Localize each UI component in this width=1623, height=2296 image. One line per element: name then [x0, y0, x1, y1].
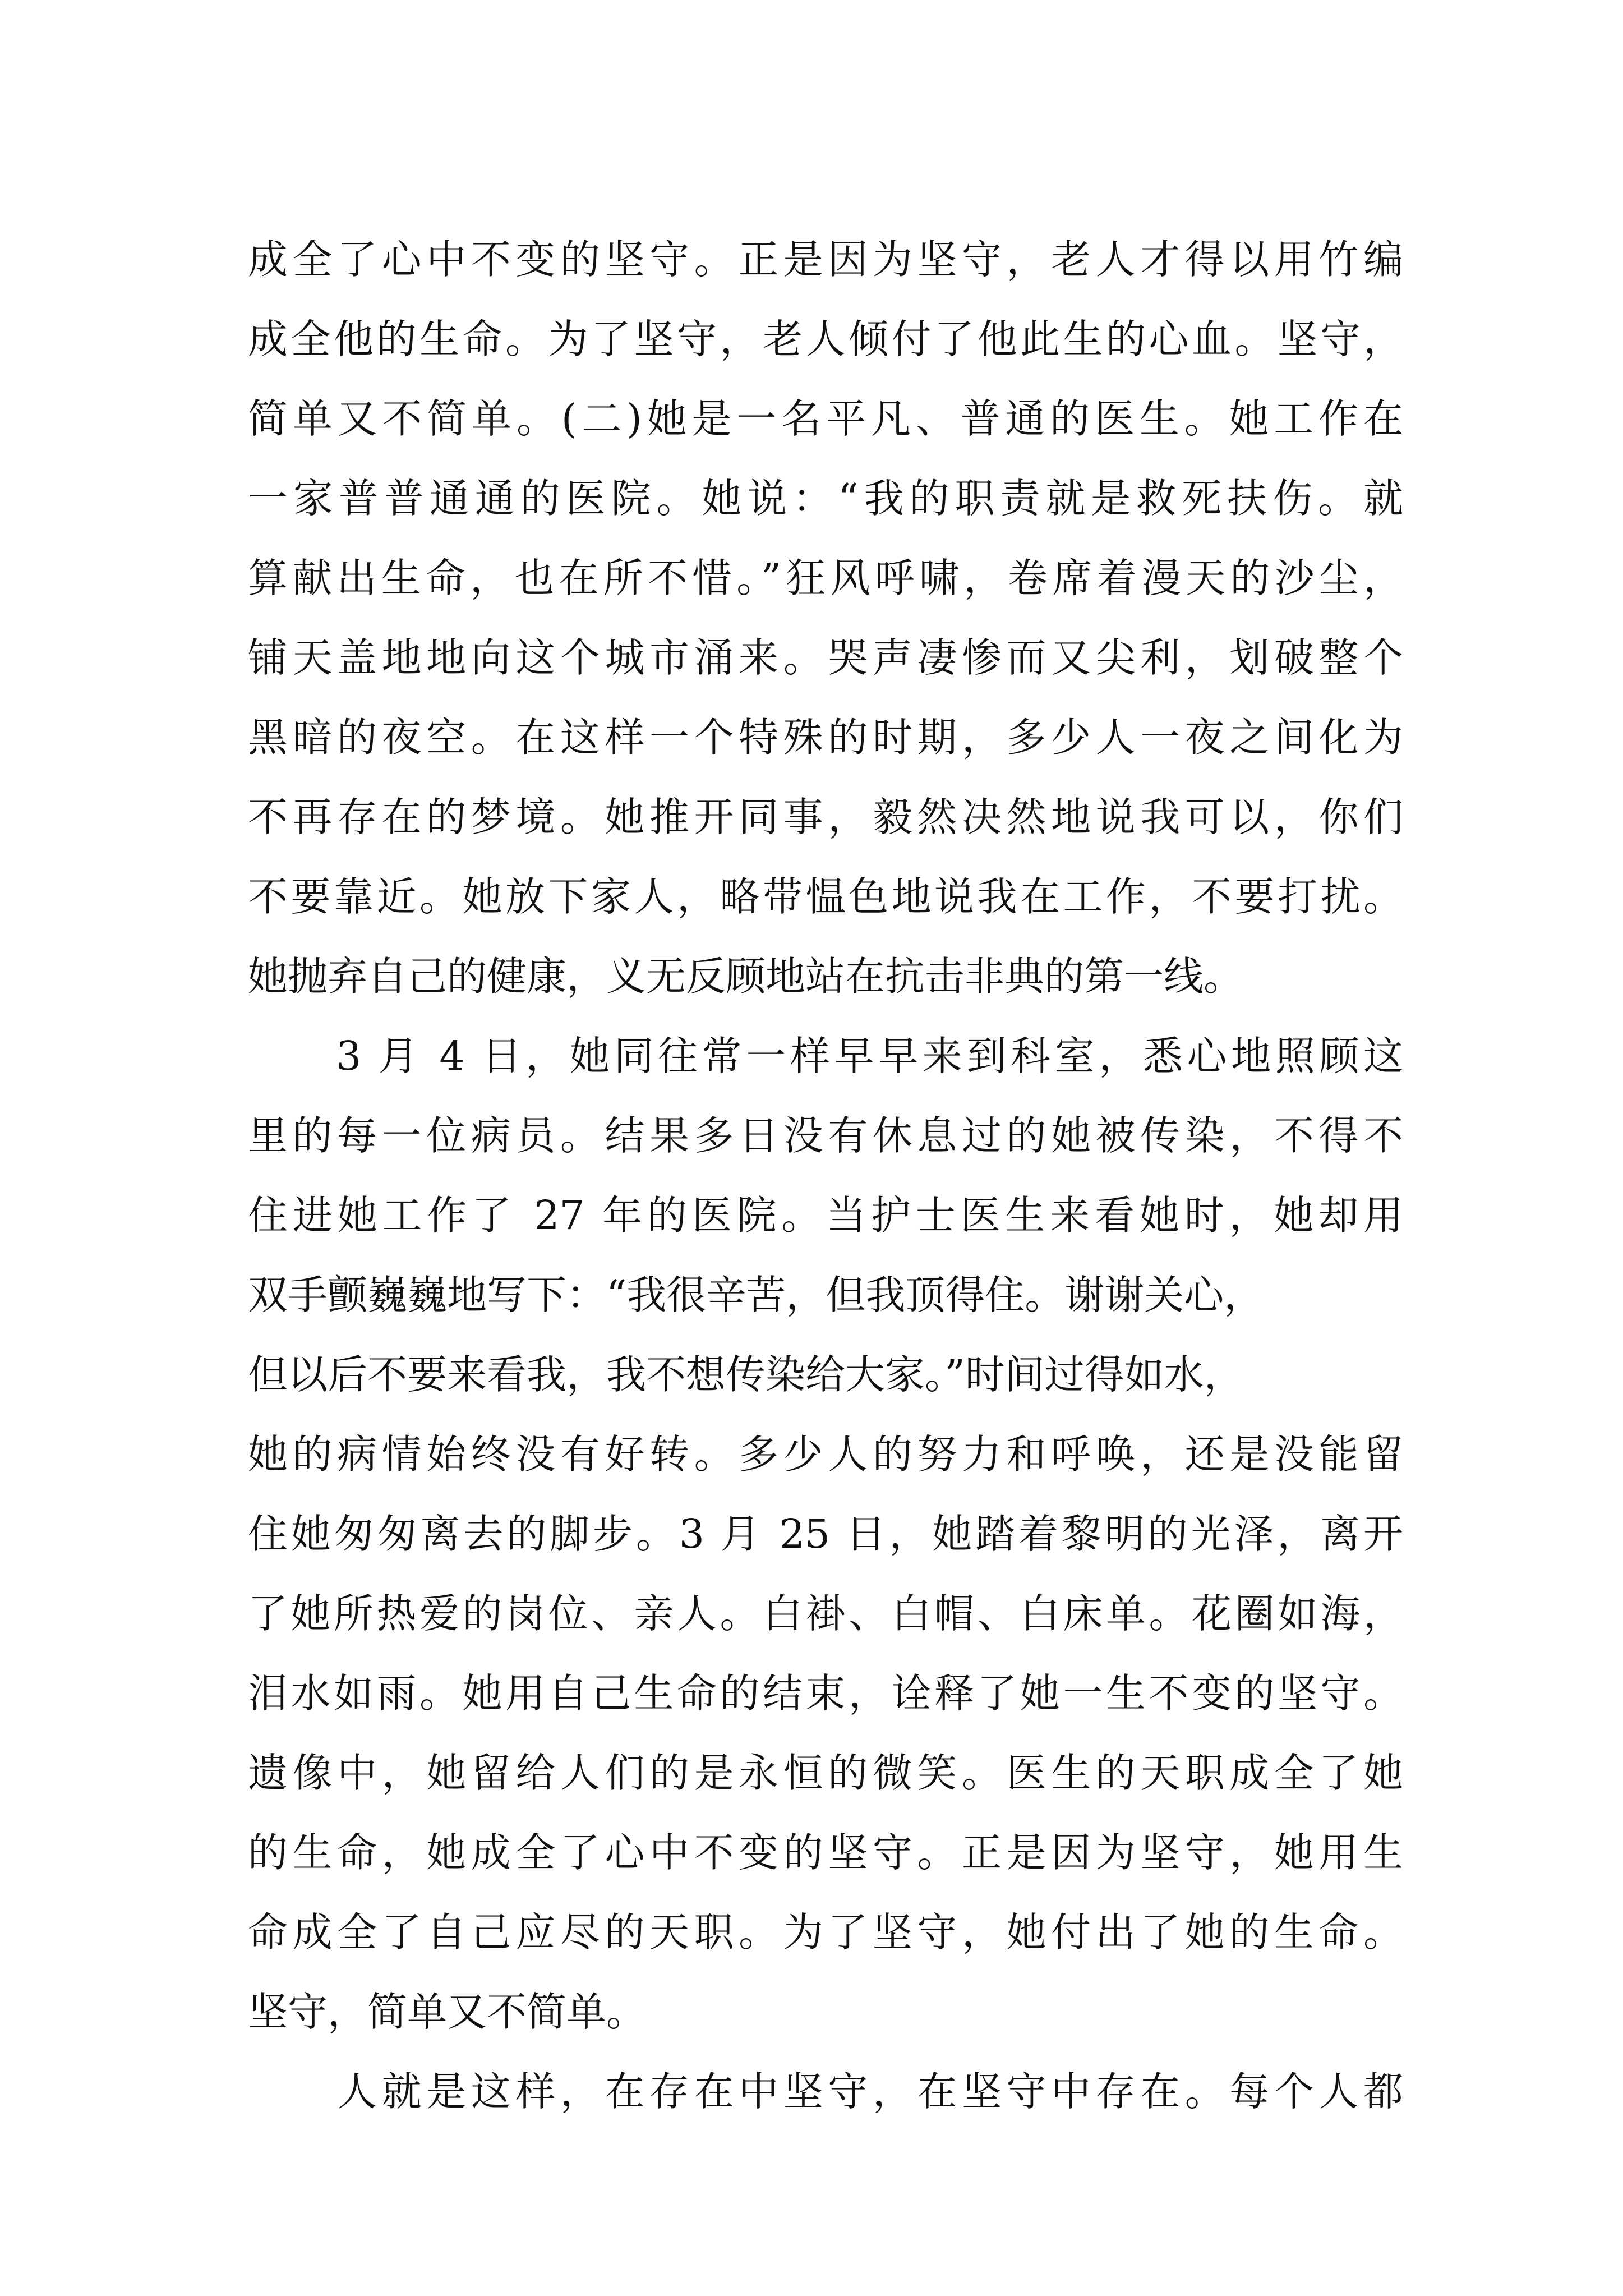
text-line-11: 3 月 4 日，她同往常一样早早来到科室，悉心地照顾这 — [248, 1033, 1403, 1079]
text-line-15: 但以后不要来看我，我不想传染给大家。”时间过得如水， — [248, 1351, 1244, 1398]
text-line-10: 她抛弃自己的健康，义无反顾地站在抗击非典的第一线。 — [248, 953, 1244, 1000]
text-line-5: 算献出生命，也在所不惜。”狂风呼啸，卷席着漫天的沙尘， — [248, 555, 1403, 601]
text-line-18: 了她所热爱的岗位、亲人。白褂、白帽、白床单。花圈如海， — [248, 1590, 1403, 1637]
text-line-20: 遗像中，她留给人们的是永恒的微笑。医生的天职成全了她 — [248, 1750, 1403, 1796]
text-line-16: 她的病情始终没有好转。多少人的努力和呼唤，还是没能留 — [248, 1431, 1403, 1478]
text-line-19: 泪水如雨。她用自己生命的结束，诠释了她一生不变的坚守。 — [248, 1670, 1403, 1717]
text-line-1: 成全了心中不变的坚守。正是因为坚守，老人才得以用竹编 — [248, 236, 1403, 283]
text-line-2: 成全他的生命。为了坚守，老人倾付了他此生的心血。坚守， — [248, 316, 1403, 362]
text-line-24: 人就是这样，在存在中坚守，在坚守中存在。每个人都 — [248, 2068, 1403, 2115]
text-line-23: 坚守，简单又不简单。 — [248, 1989, 647, 2035]
body-text — [248, 220, 1403, 2132]
text-line-21: 的生命，她成全了心中不变的坚守。正是因为坚守，她用生 — [248, 1829, 1403, 1876]
text-line-3: 简单又不简单。(二)她是一名平凡、普通的医生。她工作在 — [248, 395, 1403, 442]
text-line-14: 双手颤巍巍地写下：“我很辛苦，但我顶得住。谢谢关心， — [248, 1272, 1264, 1318]
text-line-13: 住进她工作了 27 年的医院。当护士医生来看她时，她却用 — [248, 1192, 1403, 1239]
text-line-9: 不要靠近。她放下家人，略带愠色地说我在工作，不要打扰。 — [248, 873, 1403, 920]
text-line-4: 一家普普通通的医院。她说：“我的职责就是救死扶伤。就 — [248, 475, 1403, 522]
text-line-12: 里的每一位病员。结果多日没有休息过的她被传染，不得不 — [248, 1112, 1403, 1159]
text-line-6: 铺天盖地地向这个城市涌来。哭声凄惨而又尖利，划破整个 — [248, 634, 1403, 681]
text-line-22: 命成全了自己应尽的天职。为了坚守，她付出了她的生命。 — [248, 1909, 1403, 1955]
text-line-7: 黑暗的夜空。在这样一个特殊的时期，多少人一夜之间化为 — [248, 714, 1403, 761]
text-line-17: 住她匆匆离去的脚步。3 月 25 日，她踏着黎明的光泽，离开 — [248, 1511, 1403, 1557]
text-line-8: 不再存在的梦境。她推开同事，毅然决然地说我可以，你们 — [248, 794, 1403, 840]
